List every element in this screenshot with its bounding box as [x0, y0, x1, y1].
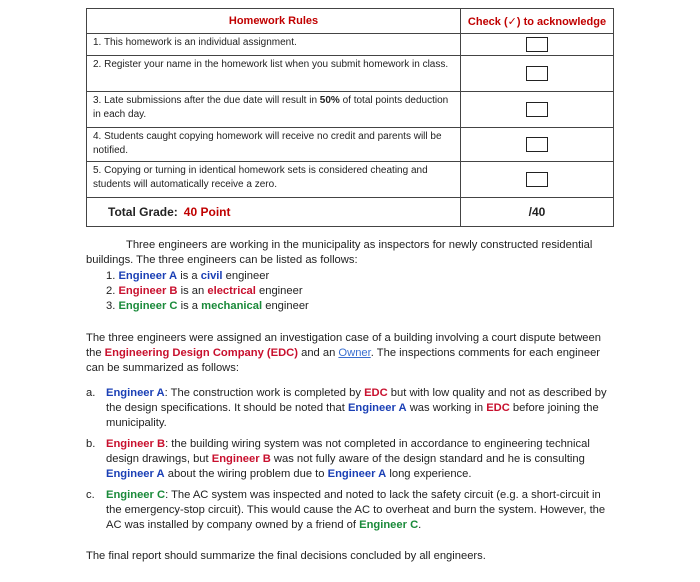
rule-2: 2. Register your name in the homework list when you submit homework in class.	[87, 56, 461, 92]
check-header: Check (✓) to acknowledge	[461, 9, 614, 34]
rule-5-checkbox[interactable]	[526, 172, 548, 187]
rule-3: 3. Late submissions after the due date will result in 50% of total points deduction in each day.	[87, 92, 461, 128]
total-grade-label: Total Grade:	[108, 205, 178, 219]
rule-2-checkbox[interactable]	[526, 66, 548, 81]
finding-b: b. Engineer B: the building wiring system was not completed in accordance to engineering technical design drawings, but Engineer B was not fully aware of the design standard and he is consulting Engineer A about the wiring problem due to Engineer A long experience.	[86, 438, 590, 480]
finding-a: a. Engineer A: The construction work is completed by EDC but with low quality and not as described by the design specifications. It should be noted that Engineer A was working in EDC before joining the municipality.	[86, 387, 607, 429]
rule-1-checkbox[interactable]	[526, 37, 548, 52]
engineer-list-item-a: 1. Engineer A is a civil engineer	[106, 270, 270, 282]
intro-paragraph: Three engineers are working in the municipality as inspectors for newly constructed residential buildings. The three engineers can be listed as follows:	[86, 239, 593, 266]
finding-c: c. Engineer C: The AC system was inspected and noted to lack the safety circuit (e.g. a short-circuit in the emergency-stop circuit). This would cause the AC to overheat and burn the system. However, the AC was installed by company owned by a friend of Engineer C.	[86, 489, 606, 531]
findings-section	[86, 386, 616, 539]
engineer-list-item-b: 2. Engineer B is an electrical engineer	[106, 285, 303, 297]
engineer-list-item-c: 3. Engineer C is a mechanical engineer	[106, 300, 309, 312]
findings-list	[86, 386, 616, 533]
owner-link[interactable]: Owner	[338, 347, 371, 359]
rule-4: 4. Students caught copying homework will receive no credit and parents will be notified.	[87, 128, 461, 162]
grade-value: /40	[461, 198, 614, 227]
total-points: 40 Point	[183, 205, 231, 219]
rule-4-checkbox[interactable]	[526, 137, 548, 152]
homework-rules-table	[86, 8, 614, 227]
cutoff-text-fragment	[230, 576, 470, 582]
rule-5: 5. Copying or turning in identical homework sets is considered cheating and students will automatically receive a zero.	[87, 162, 461, 198]
final-paragraph: The final report should summarize the final decisions concluded by all engineers.	[86, 550, 486, 562]
case-paragraph: The three engineers were assigned an investigation case of a building involving a court dispute between the Engineering Design Company (EDC) and an Owner. The inspections comments for each engineer can be summarized as follows:	[86, 332, 601, 374]
rule-3-checkbox[interactable]	[526, 102, 548, 117]
engineer-list	[86, 269, 616, 314]
intro-section	[86, 238, 616, 314]
rules-header: Homework Rules	[87, 9, 461, 34]
rule-1: 1. This homework is an individual assignment.	[87, 34, 461, 56]
